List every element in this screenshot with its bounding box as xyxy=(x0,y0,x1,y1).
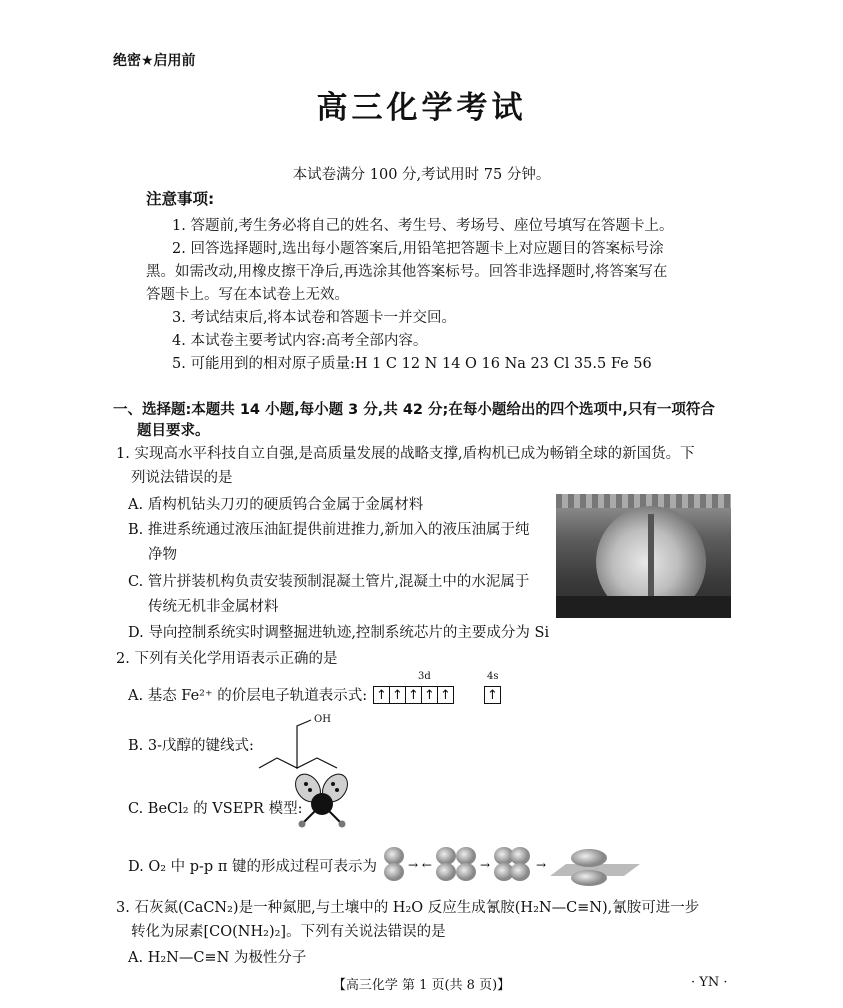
tunnel-boring-machine-photo xyxy=(556,494,731,618)
q2-option-a: A. 基态 Fe²⁺ 的价层电子轨道表示式: xyxy=(128,688,368,704)
q1-stem: 1. 实现高水平科技自立自强,是高质量发展的战略支撑,盾构机已成为畅销全球的新国货。下 xyxy=(116,446,695,462)
page-title: 高三化学考试 xyxy=(316,90,527,126)
notice-line-5: 3. 考试结束后,将本试卷和答题卡一并交回。 xyxy=(172,310,457,326)
exam-info: 本试卷满分 100 分,考试用时 75 分钟。 xyxy=(292,167,551,183)
orbital-3d-boxes xyxy=(374,686,454,704)
q1-option-a: A. 盾构机钻头刀刃的硬质钨合金属于金属材料 xyxy=(128,497,424,513)
orbital-box: ↑ xyxy=(389,686,406,704)
q1-option-d: D. 导向控制系统实时调整掘进轨迹,控制系统芯片的主要成分为 Si xyxy=(128,625,550,641)
pentanol-skeletal-formula xyxy=(255,712,345,772)
q1-option-c-cont: 传统无机非金属材料 xyxy=(148,599,279,615)
notice-heading: 注意事项: xyxy=(146,190,215,208)
footer-code: · YN · xyxy=(691,975,728,990)
orbital-3d-label: 3d xyxy=(418,671,431,682)
orbital-box: ↑ xyxy=(484,686,501,704)
q1-option-b-cont: 净物 xyxy=(148,547,177,563)
notice-line-1: 1. 答题前,考生务必将自己的姓名、考生号、考场号、座位号填写在答题卡上。 xyxy=(172,218,674,234)
q1-option-c: C. 管片拼装机构负责安装预制混凝土管片,混凝土中的水泥属于 xyxy=(128,574,530,590)
q2-stem: 2. 下列有关化学用语表示正确的是 xyxy=(116,651,338,667)
q2-option-b: B. 3-戊醇的键线式: xyxy=(128,738,254,754)
section-heading: 一、选择题:本题共 14 小题,每小题 3 分,共 42 分;在每小题给出的四个选项中,只有一项符合 xyxy=(113,402,715,418)
orbital-4s-label: 4s xyxy=(487,671,499,682)
notice-line-6: 4. 本试卷主要考试内容:高考全部内容。 xyxy=(172,333,428,349)
q3-stem-cont: 转化为尿素[CO(NH₂)₂]。下列有关说法错误的是 xyxy=(131,924,446,940)
section-heading-cont: 题目要求。 xyxy=(137,423,210,439)
q3-option-a: A. H₂N—C≡N 为极性分子 xyxy=(128,950,307,966)
oh-label: OH xyxy=(314,714,331,725)
vsepr-model xyxy=(288,770,354,836)
orbital-box: ↑ xyxy=(437,686,454,704)
page-footer: 【高三化学 第 1 页(共 8 页)】 xyxy=(332,978,511,993)
svg-text:→: → xyxy=(480,858,491,872)
notice-line-3: 黑。如需改动,用橡皮擦干净后,再选涂其他答案标号。回答非选择题时,将答案写在 xyxy=(146,264,668,280)
q2-option-c: C. BeCl₂ 的 VSEPR 模型: xyxy=(128,801,303,817)
confidential-mark: 绝密★启用前 xyxy=(113,53,196,69)
q1-option-b: B. 推进系统通过液压油缸提供前进推力,新加入的液压油属于纯 xyxy=(128,522,530,538)
orbital-box: ↑ xyxy=(405,686,422,704)
orbital-box: ↑ xyxy=(421,686,438,704)
notice-line-4: 答题卡上。写在本试卷上无效。 xyxy=(146,287,349,303)
pi-bond-diagram xyxy=(378,842,643,886)
orbital-box: ↑ xyxy=(373,686,390,704)
orbital-4s-box xyxy=(485,686,501,704)
q3-stem: 3. 石灰氮(CaCN₂)是一种氮肥,与土壤中的 H₂O 反应生成氰胺(H₂N—C≡N),氰胺可进一步 xyxy=(116,900,700,916)
q2-option-d: D. O₂ 中 p-p π 键的形成过程可表示为 xyxy=(128,859,377,875)
q1-stem-cont: 列说法错误的是 xyxy=(131,470,233,486)
svg-text:→ ←: → ← xyxy=(408,858,432,872)
svg-text:→: → xyxy=(536,858,547,872)
notice-line-2: 2. 回答选择题时,选出每小题答案后,用铅笔把答题卡上对应题目的答案标号涂 xyxy=(172,241,664,257)
notice-line-7: 5. 可能用到的相对原子质量:H 1 C 12 N 14 O 16 Na 23 Cl 35.5 Fe 56 xyxy=(172,356,652,372)
